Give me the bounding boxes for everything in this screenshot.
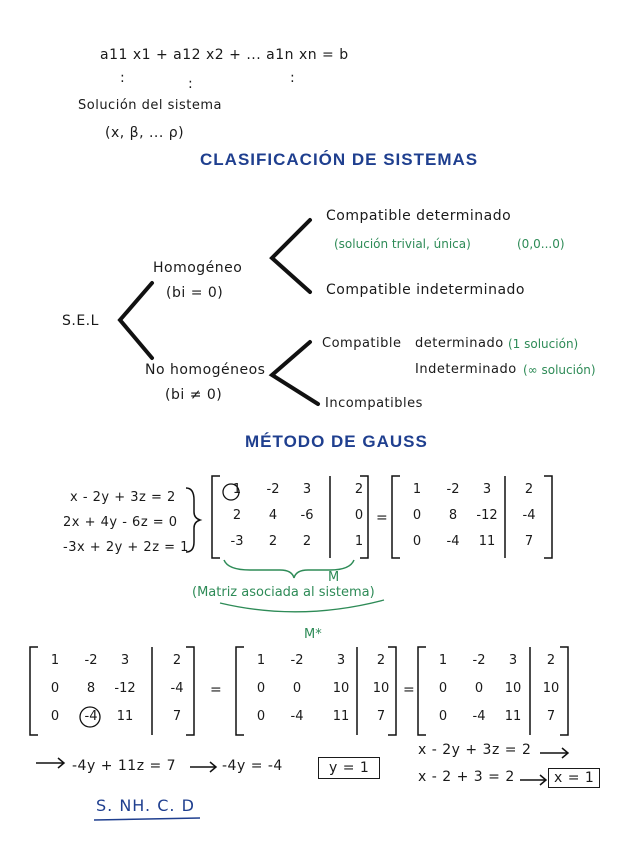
solution-label: Solución del sistema (78, 98, 223, 113)
m2-cell: 3 (482, 482, 492, 497)
tree-no-homogeneo-cond: (bi ≠ 0) (165, 387, 223, 403)
m2-cell: -2 (446, 482, 460, 497)
result-x-box: x = 1 (548, 768, 600, 788)
tree-compat-det-tuple: (0,0...0) (517, 237, 565, 251)
m4-cell: -2 (290, 653, 304, 668)
conclusion-underline (94, 818, 200, 820)
m3-cell: 3 (120, 653, 130, 668)
step2-equation: x - 2y + 3z = 2 (418, 742, 532, 758)
m3-cell: 8 (86, 681, 96, 696)
m2-cell: -4 (522, 508, 536, 523)
m3-cell: 1 (50, 653, 60, 668)
pivot-circle (223, 484, 239, 500)
m4-cell: 2 (376, 653, 386, 668)
m5-cell: 0 (438, 681, 448, 696)
m5-left-bracket (418, 647, 426, 735)
m4-cell: 0 (292, 681, 302, 696)
m5-cell: 10 (504, 681, 522, 696)
m1-cell: 1 (232, 482, 242, 497)
m5-cell: 0 (438, 709, 448, 724)
tree-nh-incompat: Incompatibles (325, 396, 423, 411)
m4-left-bracket (236, 647, 244, 735)
matrix-underbrace (224, 560, 354, 578)
m1-cell: 0 (354, 508, 364, 523)
m3-cell: 2 (172, 653, 182, 668)
m5-cell: 1 (438, 653, 448, 668)
step1b-equation: -4y = -4 (222, 758, 283, 774)
equals-sign-1: = (376, 510, 389, 526)
m2-cell: 1 (412, 482, 422, 497)
m4-cell: 10 (332, 681, 350, 696)
m1-left-bracket (212, 476, 220, 558)
tree-brace-no-homogeneo (272, 342, 318, 404)
tree-brace-root (120, 283, 152, 358)
arrow-4 (520, 775, 546, 785)
step1-equation: -4y + 11z = 7 (72, 758, 177, 774)
m4-cell: 3 (336, 653, 346, 668)
tree-nh-compat: Compatible (322, 336, 402, 351)
m1-cell: -2 (266, 482, 280, 497)
tree-nh-det-note: (1 solución) (508, 337, 579, 351)
m5-cell: 2 (546, 653, 556, 668)
tree-nh-det: determinado (415, 336, 504, 351)
m2-cell: 11 (478, 534, 496, 549)
m2-left-bracket (392, 476, 400, 558)
m3-cell: 11 (116, 709, 134, 724)
intro-dots-3: : (290, 70, 296, 86)
matrix-label-mstar: M* (304, 627, 322, 642)
tree-nh-indet: Indeterminado (415, 362, 517, 377)
m2-cell: 0 (412, 508, 422, 523)
tree-homogeneo-cond: (bi = 0) (166, 285, 224, 301)
m5-cell: 7 (546, 709, 556, 724)
tree-brace-homogeneo (272, 220, 310, 292)
m1-cell: 2 (268, 534, 278, 549)
tree-compat-indet: Compatible indeterminado (326, 282, 525, 298)
equation-2: 2x + 4y - 6z = 0 (63, 515, 178, 530)
section-title-clasificacion: CLASIFICACIÓN DE SISTEMAS (200, 150, 479, 169)
pivot-circle-2 (80, 707, 100, 727)
result-y-box: y = 1 (318, 757, 380, 779)
arrow-1 (36, 758, 64, 768)
m1-cell: 2 (302, 534, 312, 549)
m4-right-bracket (388, 647, 396, 735)
m3-cell: -4 (170, 681, 184, 696)
tree-homogeneo: Homogéneo (153, 260, 243, 276)
conclusion-label: S. NH. C. D (96, 796, 195, 815)
m5-right-bracket (560, 647, 568, 735)
m1-cell: -3 (230, 534, 244, 549)
m3-cell: 7 (172, 709, 182, 724)
m1-right-bracket (360, 476, 368, 558)
equation-3: -3x + 2y + 2z = 1 (63, 540, 189, 555)
system-brace (186, 488, 200, 552)
section-title-gauss: MÉTODO DE GAUSS (245, 432, 428, 451)
matrix-label-m: M (328, 570, 340, 585)
intro-dots-2: : (188, 76, 194, 92)
m4-cell: 11 (332, 709, 350, 724)
m5-cell: 3 (508, 653, 518, 668)
m4-cell: 1 (256, 653, 266, 668)
arrow-3 (540, 748, 568, 758)
m2-cell: 0 (412, 534, 422, 549)
m1-cell: 2 (354, 482, 364, 497)
m2-right-bracket (544, 476, 552, 558)
m5-cell: 0 (474, 681, 484, 696)
m5-cell: -4 (472, 709, 486, 724)
m3-cell: 0 (50, 681, 60, 696)
m2-cell: 7 (524, 534, 534, 549)
tree-compat-det-note: (solución trivial, única) (334, 237, 471, 251)
m3-cell: -4 (84, 709, 98, 724)
equals-sign-2: = (210, 682, 223, 698)
m4-cell: 10 (372, 681, 390, 696)
m5-cell: 10 (542, 681, 560, 696)
m2-cell: 8 (448, 508, 458, 523)
m1-cell: 4 (268, 508, 278, 523)
m2-cell: -12 (476, 508, 498, 523)
equals-sign-3: = (403, 682, 416, 698)
matrix-caption: (Matriz asociada al sistema) (192, 585, 375, 600)
m3-cell: -12 (114, 681, 136, 696)
equation-1: x - 2y + 3z = 2 (70, 490, 176, 505)
caption-arc-bottom (220, 600, 384, 612)
m3-right-bracket (186, 647, 194, 735)
tree-no-homogeneo: No homogéneos (145, 362, 266, 378)
solution-tuple: (x, β, ... ρ) (105, 125, 185, 141)
m5-cell: -2 (472, 653, 486, 668)
intro-equation: a11 x1 + a12 x2 + ... a1n xn = b (100, 47, 349, 63)
m4-cell: -4 (290, 709, 304, 724)
tree-root: S.E.L (62, 313, 99, 329)
m3-cell: -2 (84, 653, 98, 668)
intro-dots-1: : (120, 70, 126, 86)
m4-cell: 0 (256, 709, 266, 724)
m3-left-bracket (30, 647, 38, 735)
m4-cell: 0 (256, 681, 266, 696)
m1-cell: 3 (302, 482, 312, 497)
m2-cell: -4 (446, 534, 460, 549)
m1-cell: 1 (354, 534, 364, 549)
arrow-2 (190, 762, 216, 772)
tree-nh-indet-note: (∞ solución) (523, 363, 596, 377)
m5-cell: 11 (504, 709, 522, 724)
tree-compat-det: Compatible determinado (326, 208, 512, 224)
m1-cell: 2 (232, 508, 242, 523)
m1-cell: -6 (300, 508, 314, 523)
m2-cell: 2 (524, 482, 534, 497)
m3-cell: 0 (50, 709, 60, 724)
step2b-equation: x - 2 + 3 = 2 (418, 769, 515, 785)
m4-cell: 7 (376, 709, 386, 724)
